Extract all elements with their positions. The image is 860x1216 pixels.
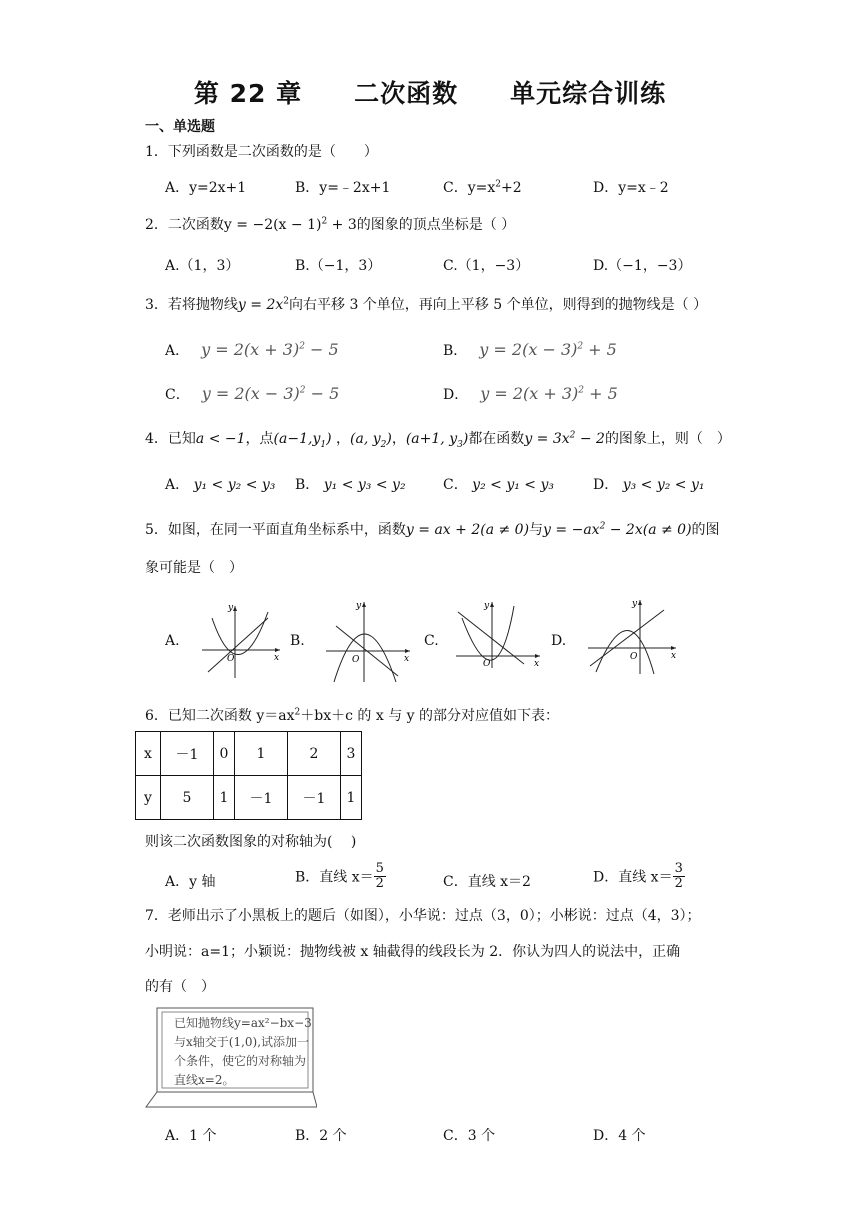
q6-option-c: C．直线 x＝2: [443, 874, 531, 890]
q4-option-c: C． y₂ < y₁ < y₃: [443, 477, 554, 493]
graph-c-origin: O: [483, 659, 491, 669]
q4-option-b: B． y₁ < y₃ < y₂: [295, 477, 406, 493]
title-kind: 单元综合训练: [510, 79, 667, 108]
q5-option-c: C.: [424, 633, 439, 649]
q3-option-b: B． $y = 2(x - 3)^2 + 5$: [443, 340, 617, 359]
graph-b-origin: O: [352, 655, 360, 665]
q5-graph-b: [322, 596, 418, 684]
section-heading: 一、单选题: [145, 119, 215, 135]
title-topic: 二次函数: [354, 79, 459, 108]
table-row-x: [136, 732, 362, 776]
graph-a-origin: O: [227, 654, 235, 664]
title-chapter: 第 22 章: [193, 79, 303, 108]
table-cell: －1: [235, 776, 288, 820]
q3-option-d: D． $y = 2(x + 3)^2 + 5$: [443, 384, 618, 403]
graph-d-origin: O: [630, 652, 638, 662]
graph-b-y-label: y: [356, 601, 362, 611]
table-cell: 0: [214, 732, 235, 776]
table-cell: －1: [161, 732, 214, 776]
q7-line3: 的有（ ）: [145, 979, 215, 995]
q3-option-a: A． $y = 2(x + 3)^2 - 5$: [165, 340, 339, 359]
q5-stem-line2: 象可能是（ ）: [145, 560, 243, 576]
q7-line2: 小明说：a=1；小颖说：抛物线被 x 轴截得的线段长为 2．你认为四人的说法中，正确: [145, 944, 681, 960]
table-cell: y: [136, 776, 161, 820]
q5-graph-d: [584, 596, 684, 676]
graph-a-y-label: y: [228, 603, 234, 613]
q7-option-d: D．4 个: [593, 1128, 646, 1144]
blackboard-text: 已知抛物线y=ax²−bx−3与x轴交于(1,0),试添加一个条件，使它的对称轴为直线x=2。: [174, 1016, 312, 1087]
graph-c-x-label: x: [534, 659, 540, 669]
q5-option-b: B.: [290, 633, 305, 649]
q6-option-b: B．直线 x＝ $\frac{5}{2}$: [295, 861, 384, 891]
q2-option-a: A.（1，3）: [165, 258, 240, 274]
q2-option-c: C.（1，−3）: [443, 258, 530, 274]
q1-option-a: A．y=2x+1: [165, 180, 247, 196]
page-title: [0, 74, 860, 110]
table-cell: 1: [214, 776, 235, 820]
table-cell: 5: [161, 776, 214, 820]
q1-option-b: B．y=﹣2x+1: [295, 180, 391, 196]
q4-option-a: A． y₁ < y₂ < y₃: [165, 477, 276, 493]
q5-option-d: D.: [551, 633, 567, 649]
graph-d-y-label: y: [632, 599, 638, 609]
graph-c-y-label: y: [484, 601, 490, 611]
q2-option-d: D.（−1，−3）: [593, 258, 692, 274]
q6-stem: 6．已知二次函数 $y=ax^2+bx+c$ 的 x 与 y 的部分对应值如下表：: [145, 707, 560, 724]
table-row-y: [136, 776, 362, 820]
graph-a-x-label: x: [274, 653, 280, 663]
q6-option-a: A．y 轴: [165, 874, 216, 890]
q7-line1: 7．老师出示了小黑板上的题后（如图），小华说：过点（3，0）；小彬说：过点（4，3）；: [145, 908, 701, 924]
q4-stem: 4．已知a < −1，点$(a-1,y_1)$ ，(a, $y_2$)，(a+1, $y_3$)都在函数$y = 3x^2 - 2$的图象上，则（ ）: [145, 430, 731, 450]
q1-option-d: D．y=x﹣2: [593, 180, 669, 196]
q1-stem: 1．下列函数是二次函数的是（ ）: [145, 144, 378, 160]
table-cell: 1: [341, 776, 362, 820]
q5-option-a: A.: [165, 633, 180, 649]
q2-stem: 2．二次函数$y = -2(x - 1)^2 + 3$的图象的顶点坐标是（ ）: [145, 216, 516, 233]
q5-graph-c: [452, 598, 548, 670]
q7-option-c: C．3 个: [443, 1128, 496, 1144]
q3-stem: 3．若将抛物线$y = 2x^2$向右平移 3 个单位，再向上平移 5 个单位，则得到的抛物线是（ ）: [145, 296, 708, 313]
q7-option-a: A．1 个: [165, 1128, 217, 1144]
q2-option-b: B.（−1，3）: [295, 258, 382, 274]
q5-stem: 5．如图，在同一平面直角坐标系中，函数y = ax + 2(a ≠ 0)与$y = -ax^2 - 2x(a \ne 0)$的图: [145, 521, 720, 538]
table-cell: 2: [288, 732, 341, 776]
table-cell: 3: [341, 732, 362, 776]
table-cell: －1: [288, 776, 341, 820]
q1-option-c: C．$y=x^2+2$: [443, 179, 522, 196]
graph-b-x-label: x: [404, 654, 410, 664]
q4-option-d: D． y₃ < y₂ < y₁: [593, 477, 705, 493]
q3-option-c: C． $y = 2(x - 3)^2 - 5$: [165, 384, 340, 403]
q6-question: 则该二次函数图象的对称轴为( ): [145, 834, 357, 850]
table-cell: 1: [235, 732, 288, 776]
q5-graph-a: [198, 598, 288, 680]
graph-d-x-label: x: [671, 651, 677, 661]
q6-value-table: [135, 731, 362, 820]
table-cell: x: [136, 732, 161, 776]
q6-option-d: D．直线 x＝ $\frac{3}{2}$: [593, 861, 683, 891]
q7-option-b: B．2 个: [295, 1128, 347, 1144]
q2-formula: $y = -2(x - 1)^2 + 3$: [223, 216, 357, 233]
